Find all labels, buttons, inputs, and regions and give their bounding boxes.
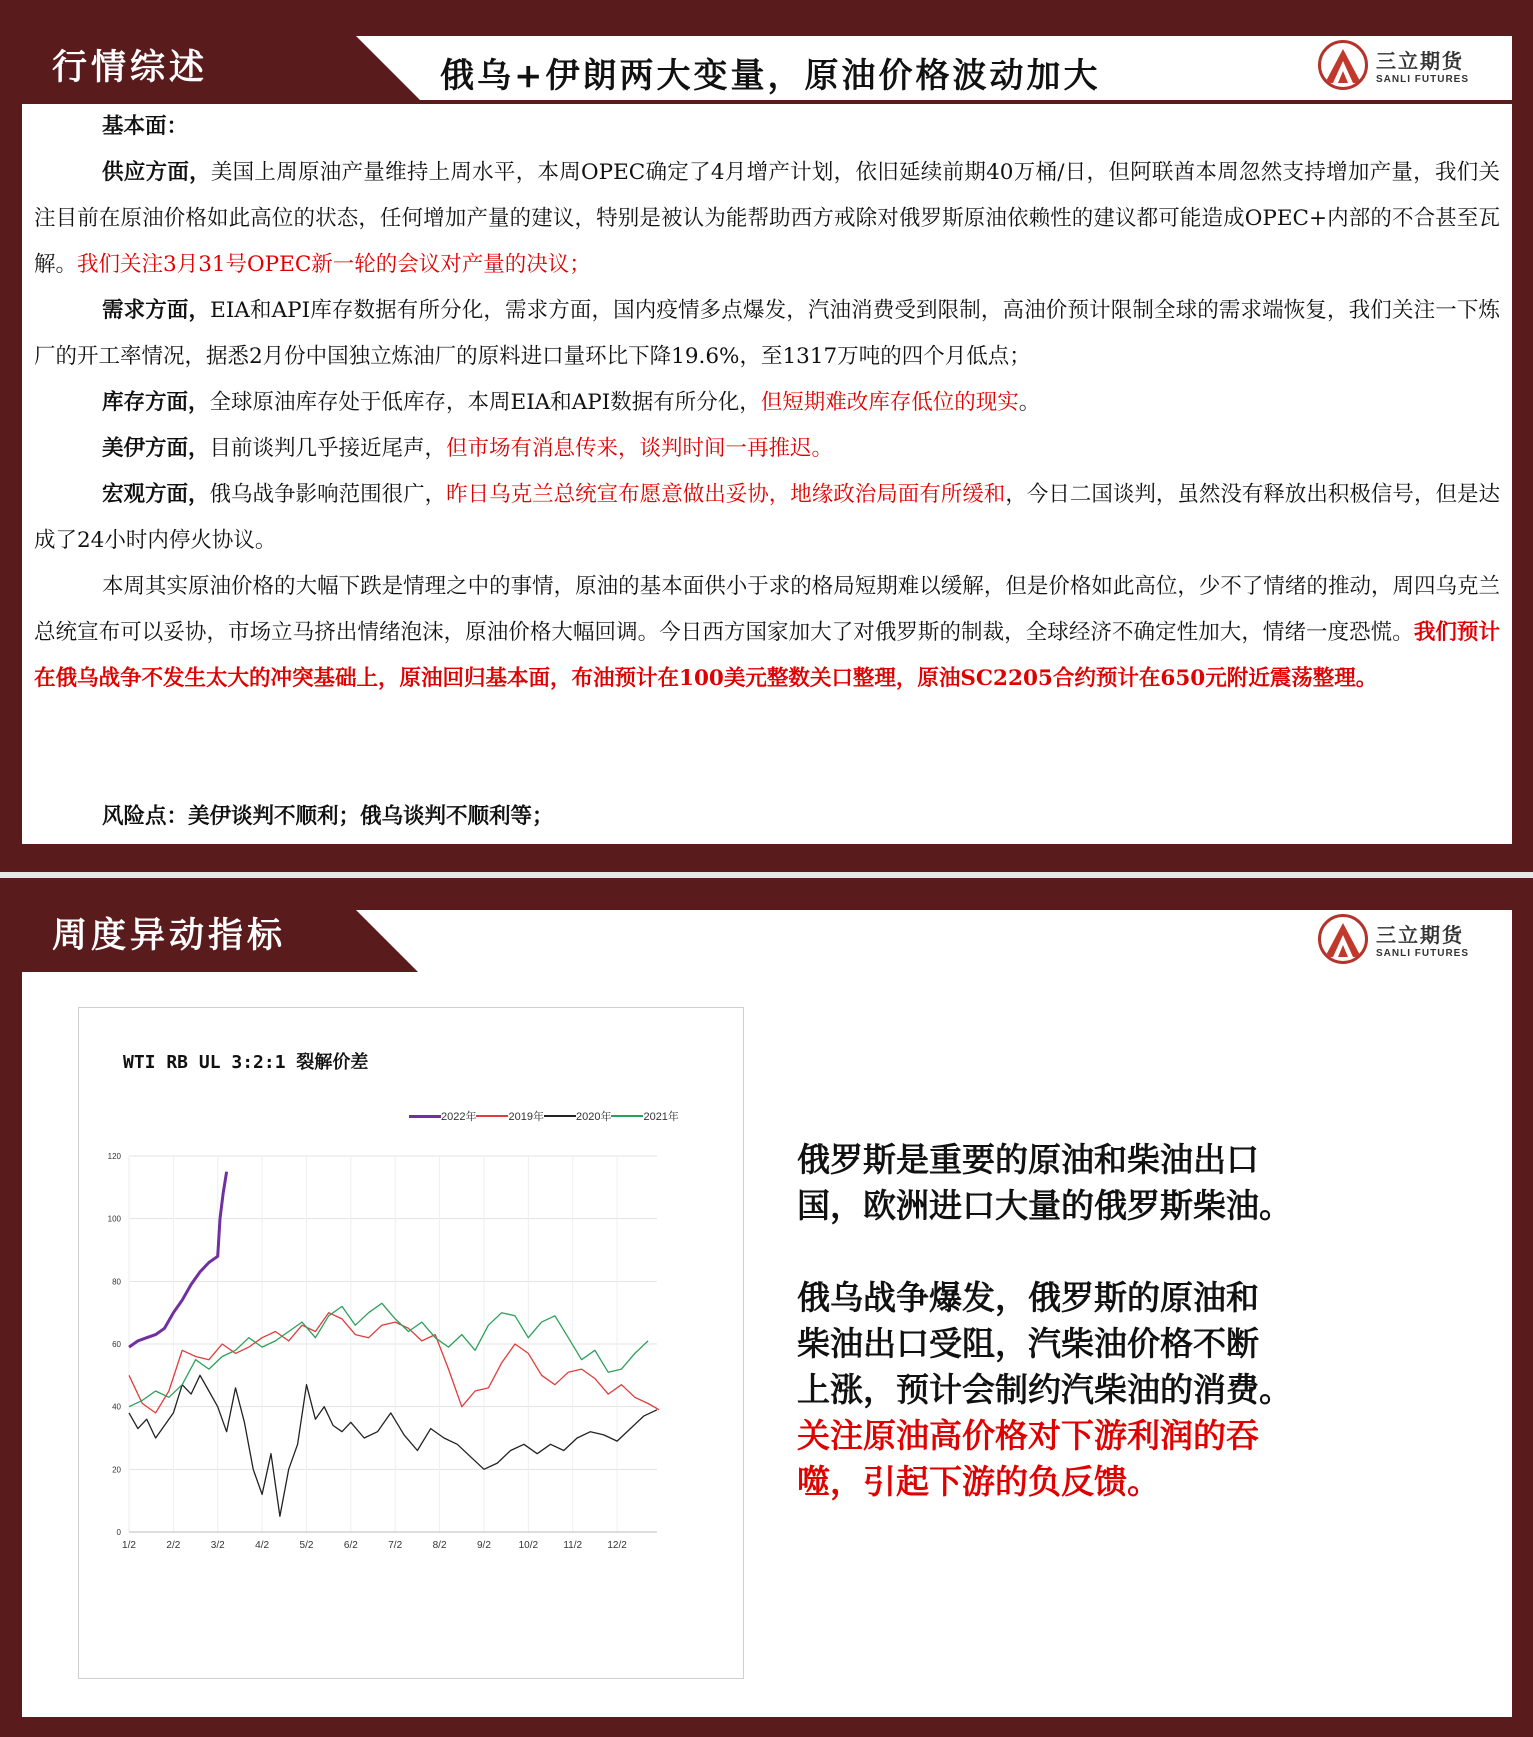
logo-name-cn: 三立期货 [1376, 49, 1464, 73]
y-tick-label: 40 [112, 1402, 121, 1412]
inventory-text: 全球原油库存处于低库存，本周EIA和API数据有所分化， [209, 390, 761, 415]
x-tick-label: 7/2 [388, 1540, 403, 1551]
x-tick-label: 8/2 [432, 1540, 447, 1551]
supply-text: 美国上周原油产量维持上周水平，本周OPEC确定了4月增产计划，依旧延续前期40万桶/日，但阿联酋本周忽然支持增加产量，我们关注目前在原油价格如此高位的状态，任何增加产量的建议，特别是被认为能帮助西方戒除对俄罗斯原油依赖性的建议都可能造成OPEC+内部的不合甚至瓦解。 [34, 160, 1500, 277]
macro-text: 俄乌战争影响范围很广， [209, 482, 447, 507]
summary-text: 本周其实原油价格的大幅下跌是情理之中的事情，原油的基本面供小于求的格局短期难以缓解，但是价格如此高位，少不了情绪的推动，周四乌克兰总统宣布可以妥协，市场立马挤出情绪泡沫，原油价格大幅回调。今日西方国家加大了对俄罗斯的制裁，全球经济不确定性加大，情绪一度恐慌。 [34, 574, 1500, 645]
y-tick-label: 20 [112, 1465, 121, 1475]
series-line-2022年 [129, 1172, 227, 1347]
content-panel [22, 972, 1512, 1717]
us-iran-paragraph [34, 426, 1500, 472]
supply-paragraph [34, 150, 1500, 288]
supply-highlight: 我们关注3月31号OPEC新一轮的会议对产量的决议； [77, 252, 591, 277]
chart-title: WTI RB UL 3:2:1 裂解价差 [123, 1052, 369, 1073]
x-tick-label: 9/2 [477, 1540, 491, 1551]
commentary-line: 上涨，预计会制约汽柴油的消费。 [797, 1370, 1292, 1409]
macro-tail: ，今日二国谈判，虽然没有释放出积极信号，但是达成了24小时内停火协议。 [34, 482, 1500, 553]
x-tick-label: 5/2 [299, 1540, 314, 1551]
commentary-line: 俄乌战争爆发，俄罗斯的原油和 [797, 1278, 1259, 1317]
section-title: 周度异动指标 [52, 916, 287, 956]
x-tick-label: 3/2 [210, 1540, 225, 1551]
inventory-highlight: 但短期难改库存低位的现实 [760, 390, 1019, 415]
commentary-line: 国，欧洲进口大量的俄罗斯柴油。 [797, 1186, 1292, 1225]
logo-name-en: SANLI FUTURES [1376, 948, 1469, 959]
us-iran-label: 美伊方面， [102, 436, 210, 461]
crack-spread-chart [78, 1007, 744, 1679]
inventory-paragraph [34, 380, 1500, 426]
risk-points: 风险点：美伊谈判不顺利；俄乌谈判不顺利等； [102, 804, 554, 829]
demand-text: EIA和API库存数据有所分化，需求方面，国内疫情多点爆发，汽油消费受到限制，高油价预计限制全球的需求端恢复，我们关注一下炼厂的开工率情况，据悉2月份中国独立炼油厂的原料进口量环比下降19.6%，至1317万吨的四个月低点； [34, 298, 1500, 369]
supply-label: 供应方面， [102, 160, 211, 185]
series-line-2019年 [129, 1313, 659, 1413]
commentary-line: 柴油出口受阻，汽柴油价格不断 [797, 1324, 1259, 1363]
macro-paragraph [34, 472, 1500, 564]
y-tick-label: 100 [107, 1214, 121, 1224]
legend-label: 2021年 [643, 1111, 679, 1123]
macro-label: 宏观方面， [102, 482, 210, 507]
macro-highlight: 昨日乌克兰总统宣布愿意做出妥协，地缘政治局面有所缓和 [446, 482, 1006, 507]
y-tick-label: 80 [112, 1277, 121, 1287]
x-tick-label: 12/2 [607, 1540, 627, 1551]
content-panel [22, 104, 1512, 844]
logo-name-cn: 三立期货 [1376, 923, 1464, 947]
section-title: 行情综述 [52, 48, 209, 88]
headline: 俄乌+伊朗两大变量，原油价格波动加大 [440, 56, 1101, 96]
mountain-logo-icon [1318, 914, 1368, 964]
slide-weekly-indicators [0, 878, 1533, 1737]
commentary-highlight: 噬，引起下游的负反馈。 [797, 1462, 1160, 1501]
y-tick-label: 120 [107, 1152, 121, 1161]
commentary [797, 1137, 1497, 1505]
legend-label: 2022年 [441, 1111, 477, 1123]
series-line-2021年 [129, 1303, 648, 1406]
x-tick-label: 11/2 [563, 1540, 583, 1551]
legend-label: 2019年 [508, 1111, 544, 1123]
us-iran-text: 目前谈判几乎接近尾声， [209, 436, 447, 461]
series-line-2020年 [129, 1375, 657, 1516]
y-tick-label: 0 [116, 1528, 121, 1537]
demand-label: 需求方面， [102, 298, 211, 323]
summary-forecast: 我们预计在俄乌战争不发生太大的冲突基础上，原油回归基本面，布油预计在100美元整数关口整理，原油SC2205合约预计在650元附近震荡整理。 [34, 620, 1500, 691]
commentary-line: 俄罗斯是重要的原油和柴油出口 [797, 1140, 1259, 1179]
inventory-label: 库存方面， [102, 390, 210, 415]
x-tick-label: 6/2 [343, 1540, 358, 1551]
y-tick-label: 60 [112, 1340, 121, 1349]
legend-label: 2020年 [575, 1111, 612, 1123]
fundamentals-heading: 基本面： [102, 114, 189, 139]
x-tick-label: 4/2 [255, 1540, 270, 1551]
inventory-tail: 。 [1018, 390, 1041, 415]
x-tick-label: 2/2 [166, 1540, 181, 1551]
summary-paragraph [34, 564, 1500, 702]
chart-plot [79, 1008, 743, 1678]
x-tick-label: 10/2 [518, 1540, 539, 1551]
logo-name-en: SANLI FUTURES [1376, 74, 1469, 85]
demand-paragraph [34, 288, 1500, 380]
commentary-highlight: 关注原油高价格对下游利润的吞 [797, 1416, 1259, 1455]
us-iran-highlight: 但市场有消息传来，谈判时间一再推迟。 [446, 436, 834, 461]
company-logo [1318, 40, 1469, 90]
company-logo [1318, 914, 1469, 964]
mountain-logo-icon [1318, 40, 1368, 90]
x-tick-label: 1/2 [122, 1540, 136, 1551]
